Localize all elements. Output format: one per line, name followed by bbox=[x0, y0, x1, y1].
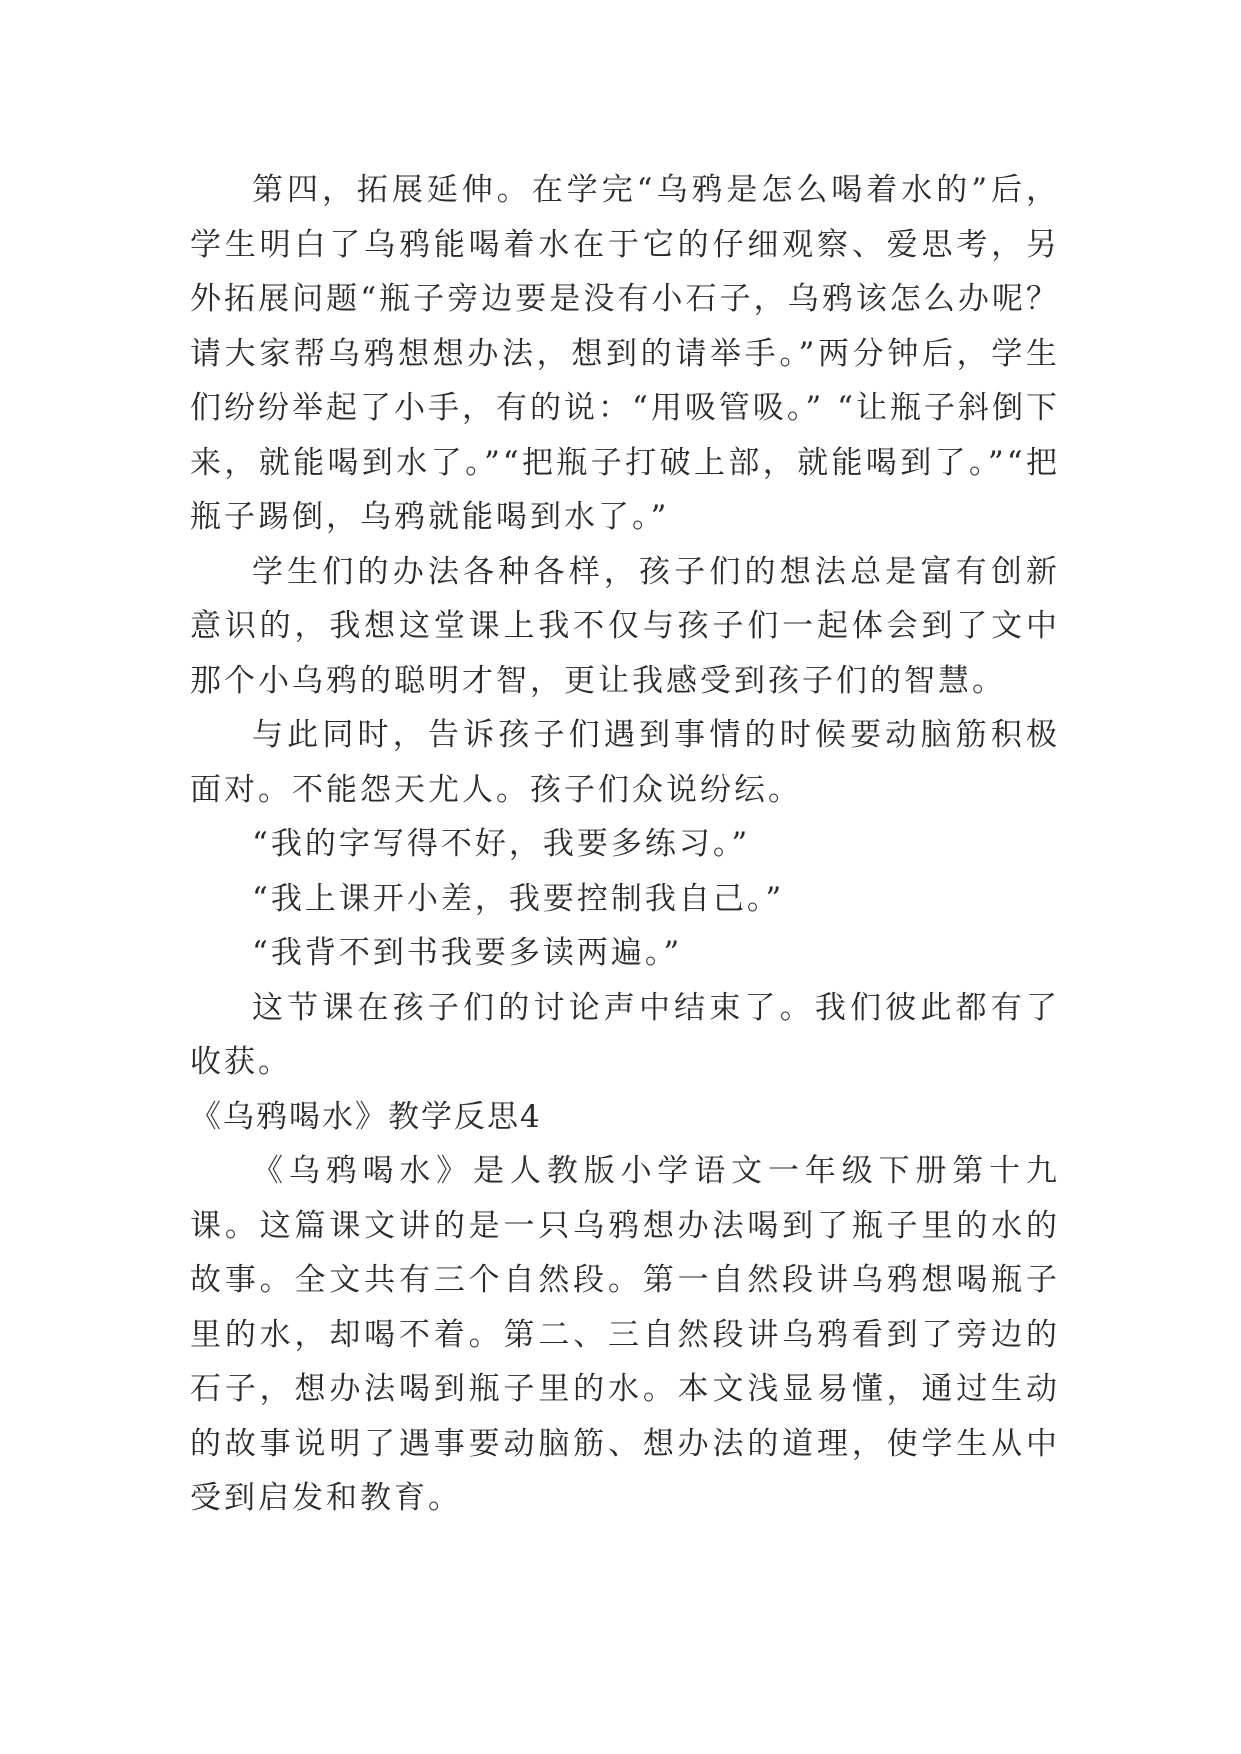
paragraph-extension: 第四，拓展延伸。在学完“乌鸦是怎么喝着水的”后，学生明白了乌鸦能喝着水在于它的仔细观察、爱思考，另外拓展问题“瓶子旁边要是没有小石子，乌鸦该怎么办呢？请大家帮乌鸦想想办法，想到的请举手。”两分钟后，学生们纷纷举起了小手，有的说：“用吸管吸。” “让瓶子斜倒下来，就能喝到水了。”“把瓶子打破上部，就能喝到了。”“把瓶子踢倒，乌鸦就能喝到水了。” bbox=[190, 172, 1060, 535]
paragraph-student-ideas: 学生们的办法各种各样，孩子们的想法总是富有创新意识的，我想这堂课上我不仅与孩子们一起体会到了文中那个小乌鸦的聪明才智，更让我感受到孩子们的智慧。 bbox=[190, 553, 1060, 699]
section-heading: 《乌鸦喝水》教学反思4 bbox=[190, 1098, 542, 1135]
paragraph-lesson-intro: 《乌鸦喝水》是人教版小学语文一年级下册第十九课。这篇课文讲的是一只乌鸦想办法喝到了瓶子里的水的故事。全文共有三个自然段。第一自然段讲乌鸦想喝瓶子里的水，却喝不着。第二、三自然段讲乌鸦看到了旁边的石子，想办法喝到瓶子里的水。本文浅显易懂，通过生动的故事说明了遇事要动脑筋、想办法的道理，使学生从中受到启发和教育。 bbox=[190, 1153, 1060, 1516]
quote-line: “我上课开小差，我要控制我自己。” bbox=[252, 880, 785, 917]
paragraph-closing: 这节课在孩子们的讨论声中结束了。我们彼此都有了收获。 bbox=[190, 989, 1060, 1080]
paragraph-meanwhile: 与此同时，告诉孩子们遇到事情的时候要动脑筋积极面对。不能怨天尤人。孩子们众说纷纭。 bbox=[190, 717, 1060, 808]
document-body bbox=[190, 163, 1060, 1526]
quote-line: “我背不到书我要多读两遍。” bbox=[252, 935, 683, 971]
quote-line: “我的字写得不好，我要多练习。” bbox=[252, 826, 751, 862]
